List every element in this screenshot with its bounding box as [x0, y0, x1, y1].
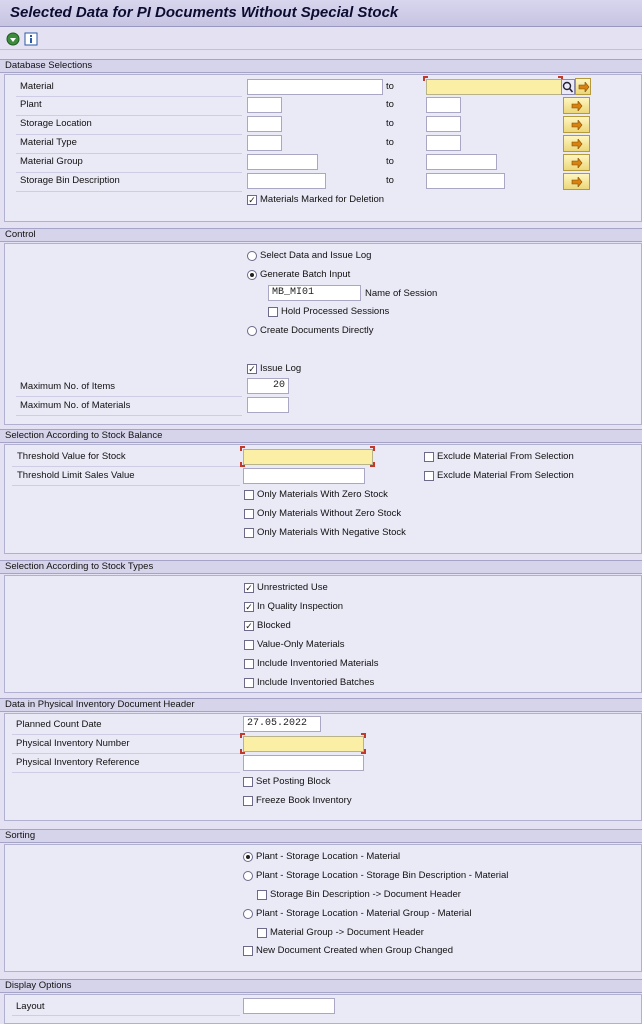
planned-count-date-input[interactable]: 27.05.2022 — [243, 716, 321, 732]
material-to-input[interactable] — [426, 79, 562, 95]
quality-inspection-label: In Quality Inspection — [257, 601, 344, 612]
sort-option-2-radio[interactable] — [243, 871, 253, 881]
material-type-label: Material Type — [20, 137, 77, 148]
sort-option-2-label: Plant - Storage Location - Storage Bin Description - Material — [256, 870, 509, 881]
max-items-label: Maximum No. of Items — [20, 381, 116, 392]
bin-to-header-checkbox[interactable] — [257, 890, 267, 900]
generate-batch-label: Generate Batch Input — [260, 269, 351, 280]
material-label: Material — [20, 81, 54, 92]
multiple-selection-storage-location-button[interactable] — [563, 116, 590, 133]
page-title: Selected Data for PI Documents Without Special Stock — [10, 4, 399, 21]
material-type-from-input[interactable] — [247, 135, 282, 151]
search-help-icon[interactable] — [561, 79, 575, 95]
issue-log-label: Issue Log — [260, 363, 302, 374]
info-icon[interactable] — [24, 32, 38, 46]
group-to-header-checkbox[interactable] — [257, 928, 267, 938]
inventoried-materials-label: Include Inventoried Materials — [257, 658, 379, 669]
execute-icon[interactable] — [6, 32, 20, 46]
storage-bin-from-input[interactable] — [247, 173, 326, 189]
group-header-control: Control — [0, 228, 642, 242]
blocked-label: Blocked — [257, 620, 291, 631]
create-documents-label: Create Documents Directly — [260, 325, 374, 336]
pi-reference-input[interactable] — [243, 755, 364, 771]
plant-from-input[interactable] — [247, 97, 282, 113]
material-group-to-input[interactable] — [426, 154, 497, 170]
hold-sessions-label: Hold Processed Sessions — [281, 306, 390, 317]
freeze-book-checkbox[interactable] — [243, 796, 253, 806]
session-name-input[interactable]: MB_MI01 — [268, 285, 361, 301]
select-data-label: Select Data and Issue Log — [260, 250, 372, 261]
unrestricted-use-checkbox[interactable]: ✓ — [245, 583, 253, 593]
multiple-selection-material-group-button[interactable] — [563, 154, 590, 171]
group-header-stock-balance: Selection According to Stock Balance — [0, 429, 642, 443]
max-items-input[interactable]: 20 — [247, 378, 289, 394]
threshold-stock-label: Threshold Value for Stock — [17, 451, 126, 462]
storage-location-from-input[interactable] — [247, 116, 282, 132]
title-bar — [0, 0, 642, 27]
unrestricted-use-label: Unrestricted Use — [257, 582, 328, 593]
inventoried-batches-checkbox[interactable] — [244, 678, 254, 688]
new-document-checkbox[interactable] — [243, 946, 253, 956]
storage-bin-to-input[interactable] — [426, 173, 505, 189]
to-label: to — [386, 137, 394, 148]
pi-reference-label: Physical Inventory Reference — [16, 757, 140, 768]
group-to-header-label: Material Group -> Document Header — [270, 927, 424, 938]
inventoried-materials-checkbox[interactable] — [244, 659, 254, 669]
to-label: to — [386, 99, 394, 110]
bin-to-header-label: Storage Bin Description -> Document Header — [270, 889, 461, 900]
group-header-stock-types: Selection According to Stock Types — [0, 560, 642, 574]
blocked-checkbox[interactable]: ✓ — [245, 621, 253, 631]
issue-log-checkbox[interactable]: ✓ — [248, 364, 256, 374]
group-header-database-selections: Database Selections — [0, 59, 642, 73]
multiple-selection-material-button[interactable] — [575, 78, 591, 95]
session-name-label: Name of Session — [365, 288, 438, 299]
multiple-selection-storage-bin-button[interactable] — [563, 173, 590, 190]
plant-label: Plant — [20, 99, 42, 110]
sort-option-1-radio[interactable] — [243, 852, 253, 862]
multiple-selection-plant-button[interactable] — [563, 97, 590, 114]
threshold-sales-label: Threshold Limit Sales Value — [17, 470, 135, 481]
marked-for-deletion-checkbox[interactable]: ✓ — [248, 195, 256, 205]
planned-count-date-label: Planned Count Date — [16, 719, 102, 730]
posting-block-label: Set Posting Block — [256, 776, 331, 787]
max-materials-label: Maximum No. of Materials — [20, 400, 131, 411]
negative-stock-label: Only Materials With Negative Stock — [257, 527, 406, 538]
group-header-document-header: Data in Physical Inventory Document Header — [0, 698, 642, 712]
value-only-label: Value-Only Materials — [257, 639, 345, 650]
multiple-selection-material-type-button[interactable] — [563, 135, 590, 152]
storage-bin-description-label: Storage Bin Description — [20, 175, 120, 186]
create-documents-radio[interactable] — [247, 326, 257, 336]
zero-stock-label: Only Materials With Zero Stock — [257, 489, 388, 500]
zero-stock-checkbox[interactable] — [244, 490, 254, 500]
inventoried-batches-label: Include Inventoried Batches — [257, 677, 375, 688]
threshold-sales-input[interactable] — [243, 468, 365, 484]
without-zero-stock-checkbox[interactable] — [244, 509, 254, 519]
value-only-checkbox[interactable] — [244, 640, 254, 650]
material-group-label: Material Group — [20, 156, 83, 167]
freeze-book-label: Freeze Book Inventory — [256, 795, 352, 806]
threshold-stock-input[interactable] — [243, 449, 373, 465]
max-materials-input[interactable] — [247, 397, 289, 413]
quality-inspection-checkbox[interactable]: ✓ — [245, 602, 253, 612]
sort-option-3-label: Plant - Storage Location - Material Group - Material — [256, 908, 472, 919]
to-label: to — [386, 175, 394, 186]
group-header-display-options: Display Options — [0, 979, 642, 993]
exclude-material-sales-label: Exclude Material From Selection — [437, 470, 574, 481]
without-zero-stock-label: Only Materials Without Zero Stock — [257, 508, 402, 519]
generate-batch-radio[interactable] — [247, 270, 257, 280]
to-label: to — [386, 81, 394, 92]
material-group-from-input[interactable] — [247, 154, 318, 170]
application-toolbar — [0, 28, 642, 50]
storage-location-to-input[interactable] — [426, 116, 461, 132]
exclude-material-stock-label: Exclude Material From Selection — [437, 451, 574, 462]
marked-for-deletion-label: Materials Marked for Deletion — [260, 194, 385, 205]
exclude-material-sales-checkbox[interactable] — [424, 471, 434, 481]
storage-location-label: Storage Location — [20, 118, 92, 129]
exclude-material-stock-checkbox[interactable] — [424, 452, 434, 462]
sort-option-1-label: Plant - Storage Location - Material — [256, 851, 401, 862]
layout-label: Layout — [16, 1001, 45, 1012]
to-label: to — [386, 156, 394, 167]
hold-sessions-checkbox[interactable] — [268, 307, 278, 317]
new-document-label: New Document Created when Group Changed — [256, 945, 453, 956]
pi-number-input[interactable] — [243, 736, 364, 752]
material-type-to-input[interactable] — [426, 135, 461, 151]
select-data-radio[interactable] — [247, 251, 257, 261]
group-header-sorting: Sorting — [0, 829, 642, 843]
pi-number-label: Physical Inventory Number — [16, 738, 130, 749]
material-from-input[interactable] — [247, 79, 383, 95]
sort-option-3-radio[interactable] — [243, 909, 253, 919]
negative-stock-checkbox[interactable] — [244, 528, 254, 538]
plant-to-input[interactable] — [426, 97, 461, 113]
to-label: to — [386, 118, 394, 129]
posting-block-checkbox[interactable] — [243, 777, 253, 787]
layout-input[interactable] — [243, 998, 335, 1014]
